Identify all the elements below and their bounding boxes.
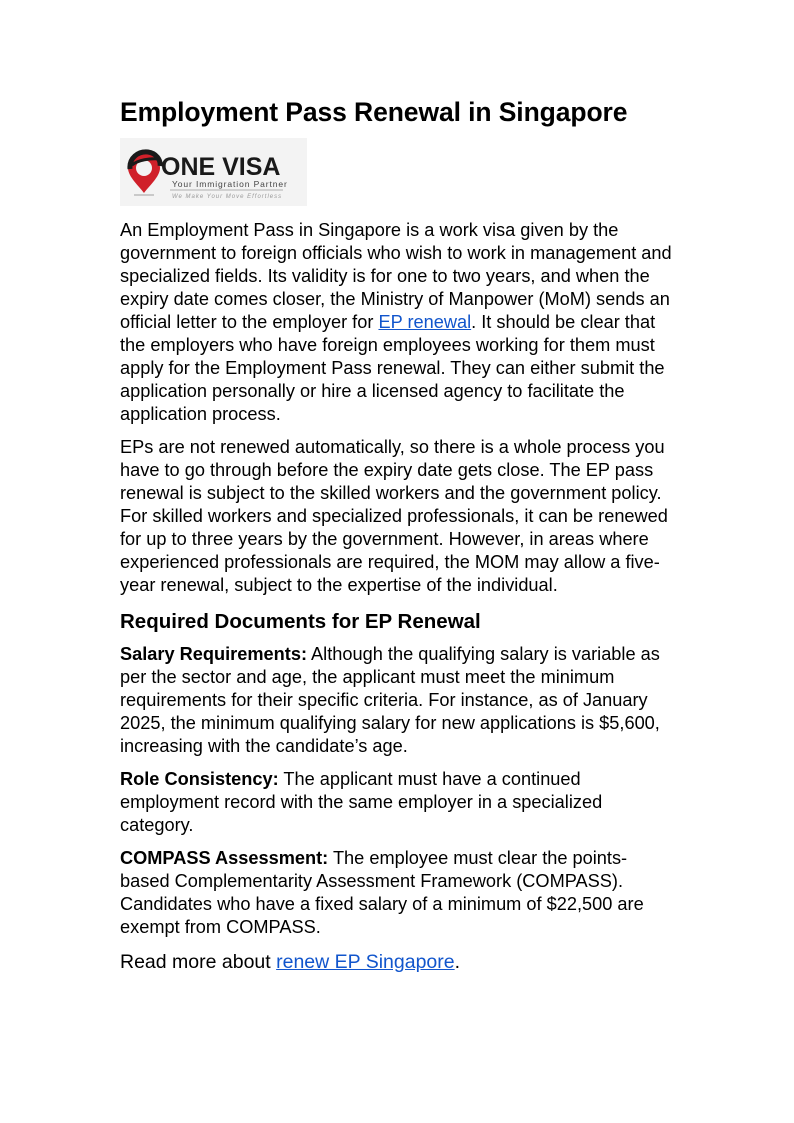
role-consistency-item	[120, 768, 676, 837]
svg-text:ONE VISA: ONE VISA	[161, 153, 281, 181]
svg-text:We Make Your Move Effortless: We Make Your Move Effortless	[172, 194, 283, 200]
intro-text-start: An Employment Pass in Singapore is a work visa given by the government to foreign officials who wish to work in management and specialized fields. Its validity is for one to two years, and when the expiry date comes closer, the Ministry of Manpower (MoM) sends an official letter to the employer for	[120, 220, 672, 332]
svg-text:Your Immigration Partner: Your Immigration Partner	[172, 179, 288, 189]
renewal-process-paragraph: EPs are not renewed automatically, so there is a whole process you have to go through before the expiry date gets close. The EP pass renewal is subject to the skilled workers and the government policy. For skilled workers and specialized professionals, it can be renewed for up to three years by the government. However, in areas where experienced professionals are required, the MOM may allow a five-year renewal, subject to the expertise of the individual.	[120, 437, 668, 595]
intro-paragraph	[120, 219, 676, 426]
item-text: The applicant must have a continued employment record with the same employer in a specialized category.	[120, 769, 603, 835]
read-more-text: Read more about	[120, 951, 277, 973]
item-label: COMPASS Assessment:	[120, 848, 329, 868]
item-label: Salary Requirements:	[120, 644, 307, 664]
page-title: Employment Pass Renewal in Singapore	[120, 97, 628, 127]
read-more-period: .	[454, 951, 461, 973]
item-text: Although the qualifying salary is variable as per the sector and age, the applicant must meet the minimum requirements for their specific criteria. For instance, as of January 2025, the minimum qualifying salary for new applications is $5,600, increasing with the candidate’s age.	[120, 644, 660, 756]
section-heading: Required Documents for EP Renewal	[120, 610, 481, 633]
ep-renewal-link[interactable]: EP renewal	[378, 312, 472, 332]
read-more-line	[120, 950, 676, 974]
location-pin-icon	[120, 138, 307, 206]
item-label: Role Consistency:	[120, 769, 279, 789]
compass-assessment-item	[120, 847, 676, 939]
intro-text-end: . It should be clear that the employers who have foreign employees working for them must apply for the Employment Pass renewal. They can either submit the application personally or hire a licensed agency to facilitate the application process.	[120, 312, 665, 424]
renew-ep-singapore-link[interactable]: renew EP Singapore	[276, 951, 455, 973]
item-text: The employee must clear the points-based Complementarity Assessment Framework (COMPASS). Candidates who have a fixed salary of a minimum of $22,500 are exempt from COMPASS.	[120, 848, 644, 937]
salary-requirements-item	[120, 643, 676, 758]
document-page	[120, 96, 676, 984]
one-visa-logo	[120, 138, 307, 206]
